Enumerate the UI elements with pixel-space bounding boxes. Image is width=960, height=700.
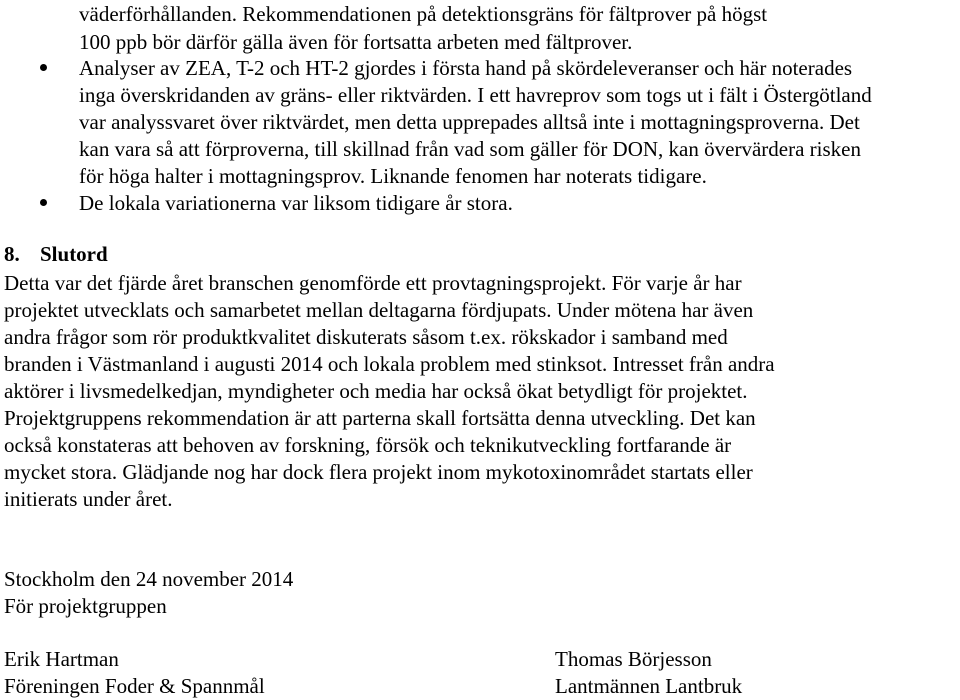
signatory-organization: Lantmännen Lantbruk [555, 674, 743, 698]
closing-place-date: Stockholm den 24 november 2014 [4, 567, 294, 591]
signatory-name: Erik Hartman [4, 647, 119, 671]
paragraph-line: också konstateras att behoven av forskning, försök och teknikutveckling fortfarande är [4, 433, 732, 457]
paragraph-line: aktörer i livsmedelkedjan, myndigheter och media har också ökat betydligt för projektet. [4, 379, 748, 403]
bullet-item-line: var analyssvaret över riktvärdet, men detta upprepades alltså inte i mottagningsproverna. Det [79, 110, 860, 134]
bullet-item-line: De lokala variationerna var liksom tidigare år stora. [79, 191, 513, 215]
section-heading [4, 241, 304, 267]
bullet-dot [40, 64, 47, 71]
paragraph-line: Detta var det fjärde året branschen genomförde ett provtagningsprojekt. För varje år har [4, 271, 742, 295]
bullet-item-line: Analyser av ZEA, T-2 och HT-2 gjordes i första hand på skördeleveranser och här noterades [79, 56, 853, 80]
paragraph-line: andra frågor som rör produktkvalitet diskuterats såsom t.ex. rökskador i samband med [4, 325, 728, 349]
paragraph-line: branden i Västmanland i augusti 2014 och lokala problem med stinksot. Intresset från andra [4, 352, 775, 376]
bullet-dot [40, 199, 47, 206]
bullet-item-line: kan vara så att förproverna, till skillnad från vad som gäller för DON, kan övervärdera risken [79, 137, 861, 161]
bullet-item-line: inga överskridanden av gräns- eller riktvärden. I ett havreprov som togs ut i fält i Östergötland [79, 83, 872, 107]
bullet-continuation-line: väderförhållanden. Rekommendationen på detektionsgräns för fältprover på högst [79, 2, 768, 26]
signatory-name: Thomas Börjesson [555, 647, 712, 671]
section-title: Slutord [40, 242, 108, 266]
paragraph-line: projektet utvecklats och samarbetet mellan deltagarna fördjupats. Under mötena har även [4, 298, 754, 322]
section-number: 8. [4, 242, 20, 266]
bullet-continuation-line: 100 ppb bör därför gälla även för fortsatta arbeten med fältprover. [79, 30, 633, 54]
signatory-organization: Föreningen Foder & Spannmål [4, 674, 265, 698]
closing-group: För projektgruppen [4, 594, 167, 618]
paragraph-line: initierats under året. [4, 487, 173, 511]
paragraph-line: mycket stora. Glädjande nog har dock flera projekt inom mykotoxinområdet startats eller [4, 460, 753, 484]
paragraph-line: Projektgruppens rekommendation är att parterna skall fortsätta denna utveckling. Det kan [4, 406, 756, 430]
bullet-item-line: för höga halter i mottagningsprov. Liknande fenomen har noterats tidigare. [79, 164, 707, 188]
